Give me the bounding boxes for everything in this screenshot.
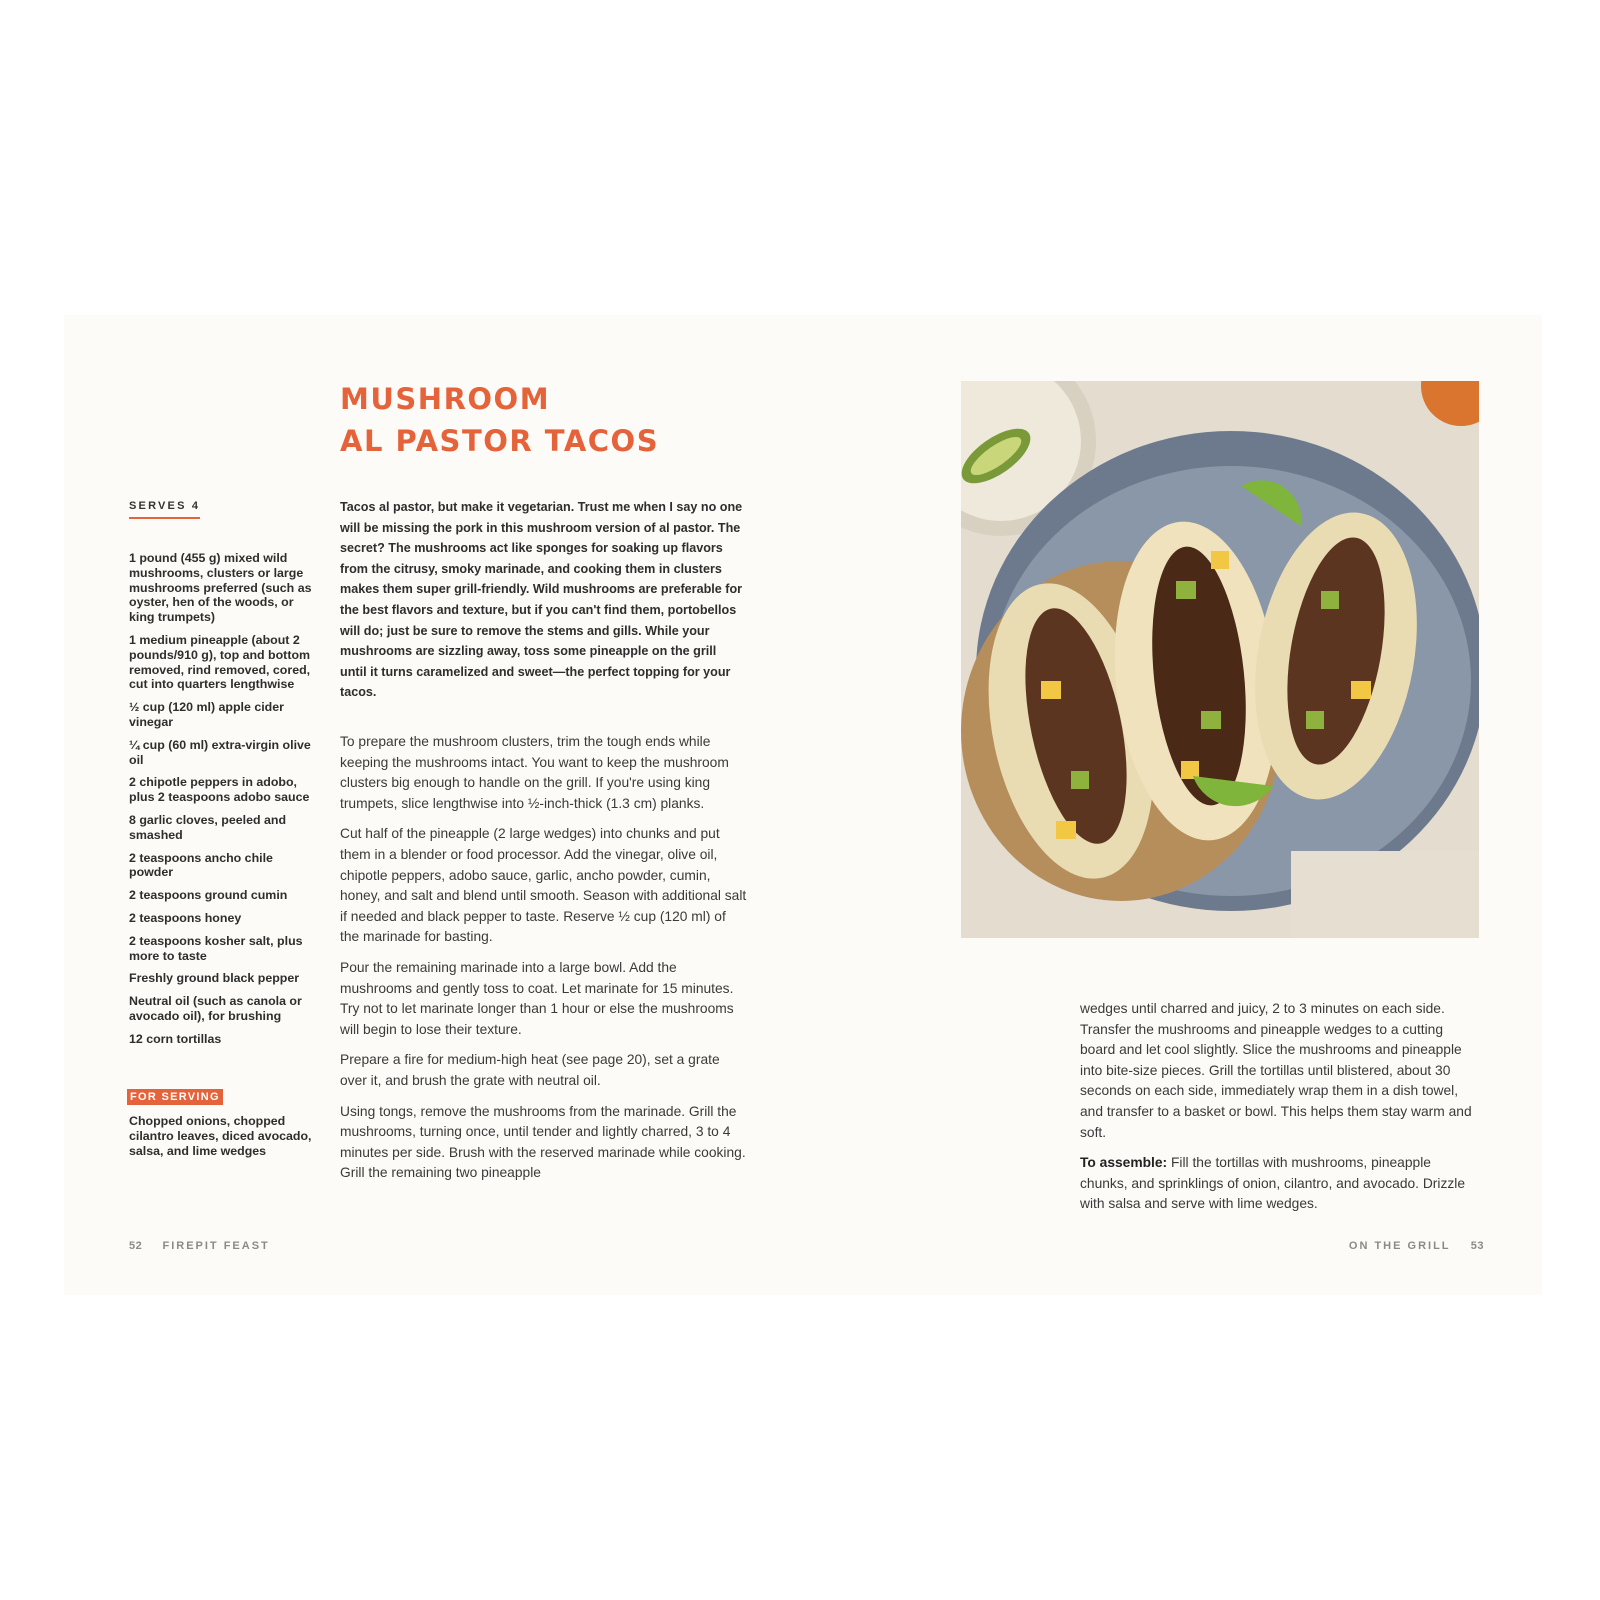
title-line-1: MUSHROOM xyxy=(340,382,551,416)
page-number-left: 52 xyxy=(129,1240,143,1252)
method-step: Pour the remaining marinade into a large bowl. Add the mushrooms and gently toss to coat. Let marinate for 15 minutes. Try not to let marinate longer than 1 hour or else the mushrooms will begin to lose their texture. xyxy=(340,959,734,1037)
ingredient-item: ½ cup (120 ml) apple cider vinegar xyxy=(129,700,284,729)
ingredient-item: Neutral oil (such as canola or avocado oil), for brushing xyxy=(129,994,302,1023)
ingredient-item: 2 teaspoons ancho chile powder xyxy=(129,850,273,880)
ingredient-item: 2 teaspoons ground cumin xyxy=(129,888,288,903)
page-number-right: 53 xyxy=(1470,1240,1484,1252)
method-step: To prepare the mushroom clusters, trim the tough ends while keeping the mushrooms intact. You want to keep the mushroom clusters big enough to handle on the grill. If you're using king trumpets, slice lengthwise into ½-inch-thick (1.3 cm) planks. xyxy=(340,734,729,811)
for-serving-label: FOR SERVING xyxy=(127,1089,223,1105)
ingredient-item: 8 garlic cloves, peeled and smashed xyxy=(129,812,287,842)
ingredient-item: 12 corn tortillas xyxy=(129,1031,222,1046)
chapter-title: ON THE GRILL xyxy=(1348,1240,1451,1252)
method-step: Using tongs, remove the mushrooms from the marinade. Grill the mushrooms, turning once, until tender and lightly charred, 3 to 4 minutes per side. Brush with the reserved marinade while cooking. Grill the remaining two pineapple xyxy=(340,1103,746,1181)
ingredient-item: ¼ cup (60 ml) extra-virgin olive oil xyxy=(129,737,311,767)
recipe-title xyxy=(340,378,659,462)
method-step: Cut half of the pineapple (2 large wedges) into chunks and put them in a blender or food processor. Add the vinegar, olive oil, chipotle peppers, adobo sauce, garlic, ancho powder, cumin, honey, and salt and blend until smooth. Season with additional salt if needed and black pepper to taste. Reserve ½ cup (120 ml) of the marinade for basting. xyxy=(340,826,747,945)
assemble-text: Fill the tortillas with mushrooms, pineapple chunks, and sprinklings of onion, cilantro, and avocado. Drizzle with salsa and serve with lime wedges. xyxy=(1080,1155,1465,1212)
assemble-label: To assemble: xyxy=(1080,1155,1168,1171)
method-left-column xyxy=(340,732,748,1194)
method-step: wedges until charred and juicy, 2 to 3 minutes on each side. Transfer the mushrooms and pineapple wedges to a cutting board and let cool slightly. Slice the mushrooms and pineapple into bite-size pieces. Grill the tortillas until blistered, about 30 seconds on each side, immediately wrap them in a dish towel, and transfer to a basket or bowl. This helps them stay warm and soft. xyxy=(1080,1001,1472,1140)
ingredient-list xyxy=(129,551,319,1055)
method-right-column xyxy=(1080,999,1480,1225)
ingredient-item: 2 chipotle peppers in adobo, plus 2 teaspoons adobo sauce xyxy=(129,775,310,805)
recipe-intro: Tacos al pastor, but make it vegetarian. Trust me when I say no one will be missing the pork in this mushroom version of al pastor. The secret? The mushrooms act like sponges for soaking up flavors from the citrusy, smoky marinade, and cooking them in clusters makes them super grill-friendly. Wild mushrooms are preferable for the best flavors and texture, but if you can't find them, portobellos will do; just be sure to remove the stems and gills. While your mushrooms are sizzling away, toss some pineapple on the grill until it turns caramelized and sweet—the perfect topping for your tacos. xyxy=(340,500,743,700)
book-title: FIREPIT FEAST xyxy=(162,1240,270,1252)
ingredient-item: 1 medium pineapple (about 2 pounds/910 g), top and bottom removed, rind removed, cored, cut into quarters lengthwise xyxy=(129,632,311,692)
ingredient-item: 2 teaspoons kosher salt, plus more to taste xyxy=(129,933,303,963)
serves-label: SERVES 4 xyxy=(129,500,200,519)
tacos-photo xyxy=(961,381,1479,938)
assemble-step xyxy=(1080,1153,1480,1215)
title-line-2: AL PASTOR TACOS xyxy=(340,424,660,458)
ingredient-item: 2 teaspoons honey xyxy=(129,910,242,925)
footer-right xyxy=(1349,1240,1484,1252)
ingredient-item: 1 pound (455 g) mixed wild mushrooms, clusters or large mushrooms preferred (such as oyster, hen of the woods, or king trumpets) xyxy=(129,551,312,625)
method-step: Prepare a fire for medium-high heat (see page 20), set a grate over it, and brush the grate with neutral oil. xyxy=(340,1052,720,1088)
footer-left xyxy=(129,1240,270,1252)
for-serving-text: Chopped onions, chopped cilantro leaves, diced avocado, salsa, and lime wedges xyxy=(129,1114,312,1158)
ingredient-item: Freshly ground black pepper xyxy=(129,971,300,986)
